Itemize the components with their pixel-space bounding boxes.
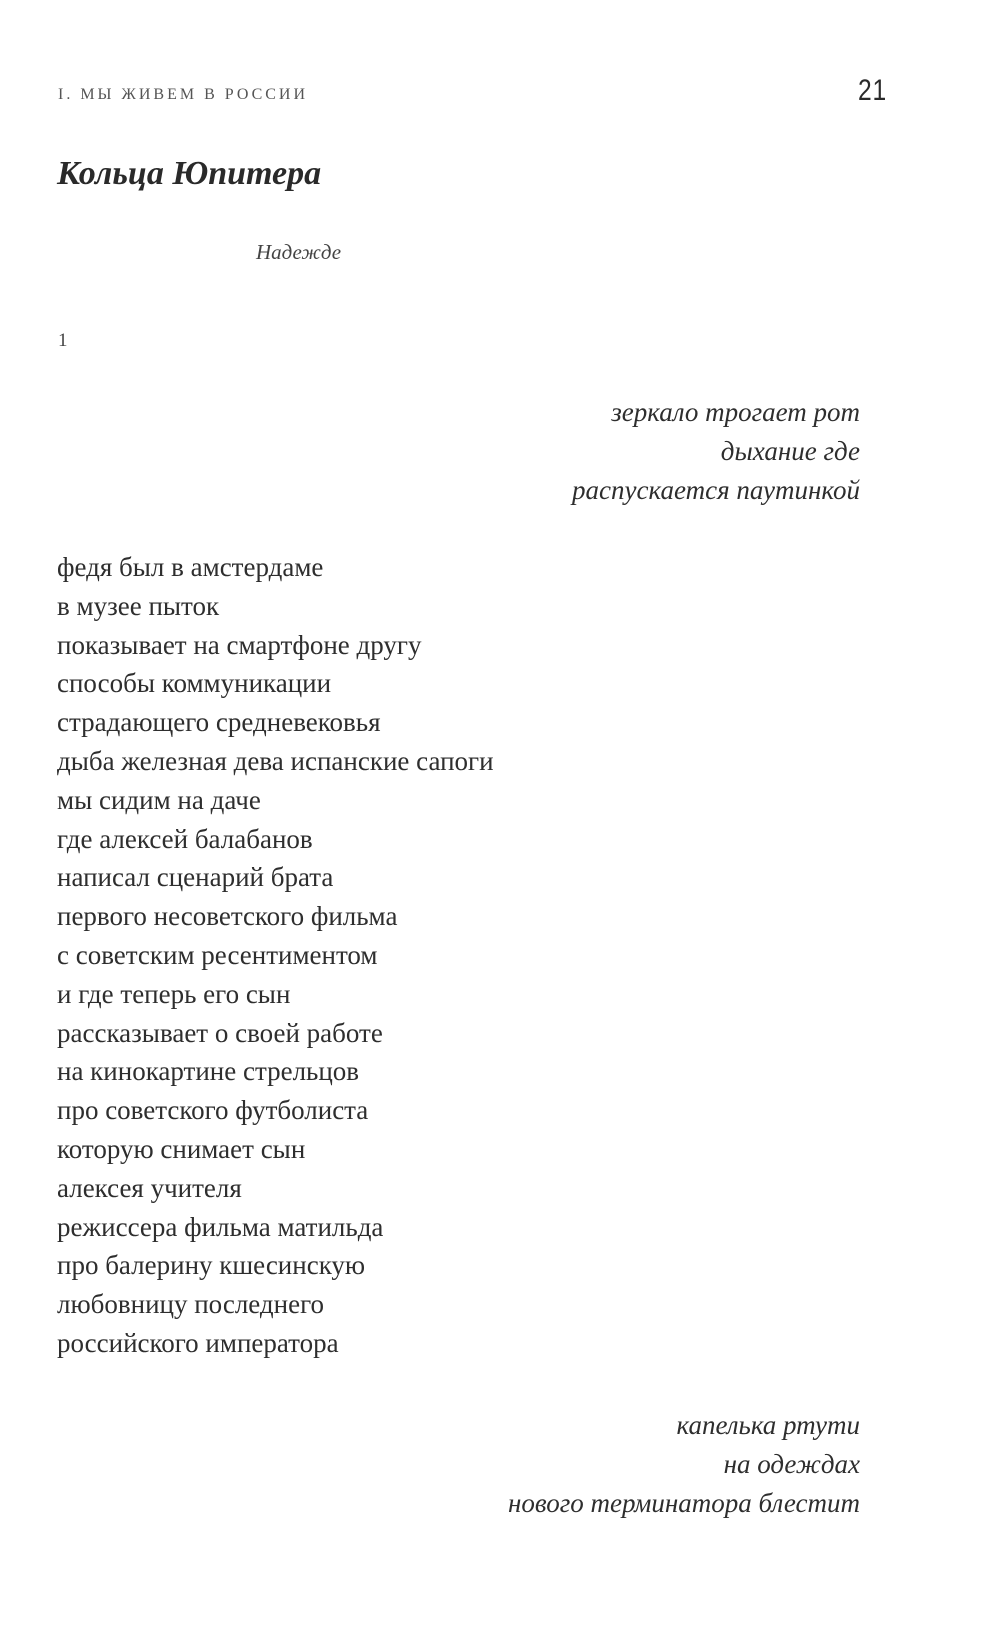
- epigraph-line: дыхание где: [720, 436, 860, 466]
- verse-line: дыба железная дева испанские сапоги: [57, 745, 494, 776]
- epigraph-line: капелька ртути: [676, 1410, 860, 1440]
- epigraph-line: на одеждах: [723, 1449, 860, 1479]
- verse-line: про советского футболиста: [57, 1095, 369, 1126]
- verse-line: с советским ресентиментом: [57, 939, 378, 970]
- epigraph-line: нового терминатора блестит: [507, 1488, 860, 1518]
- running-head: I. МЫ ЖИВЕМ В РОССИИ: [58, 86, 309, 103]
- verse-line: режиссера фильма матильда: [57, 1211, 384, 1242]
- epigraph-line: зеркало трогает рот: [611, 397, 860, 427]
- verse-line: способы коммуникации: [57, 668, 332, 699]
- verse-line: которую снимает сын: [57, 1133, 306, 1164]
- verse-line: страдающего средневековья: [57, 707, 381, 738]
- poem-title: Кольца Юпитера: [57, 155, 322, 192]
- verse-line: где алексей балабанов: [57, 823, 313, 854]
- verse-line: рассказывает о своей работе: [57, 1017, 383, 1048]
- page-number: 21: [858, 74, 888, 107]
- verse-line: федя был в амстердаме: [57, 552, 324, 582]
- verse-line: мы сидим на даче: [57, 784, 261, 815]
- dedication: Надежде: [256, 240, 342, 264]
- verse-line: любовницу последнего: [57, 1289, 325, 1320]
- section-number: 1: [58, 330, 68, 351]
- verse-line: показывает на смартфоне другу: [57, 629, 422, 660]
- verse-line: алексея учителя: [57, 1172, 242, 1203]
- verse-line: первого несоветского фильма: [57, 901, 398, 932]
- epigraph-line: распускается паутинкой: [572, 475, 860, 505]
- verse-line: в музее пыток: [57, 590, 220, 621]
- verse-line: российского императора: [57, 1327, 339, 1358]
- verse-line: и где теперь его сын: [57, 978, 291, 1009]
- epigraph-bottom: [508, 1406, 860, 1523]
- verse-line: про балерину кшесинскую: [57, 1250, 366, 1281]
- poem-stanza: [57, 548, 494, 1363]
- verse-line: на кинокартине стрельцов: [57, 1056, 360, 1087]
- epigraph-top: [572, 393, 860, 510]
- verse-line: написал сценарий брата: [57, 862, 334, 893]
